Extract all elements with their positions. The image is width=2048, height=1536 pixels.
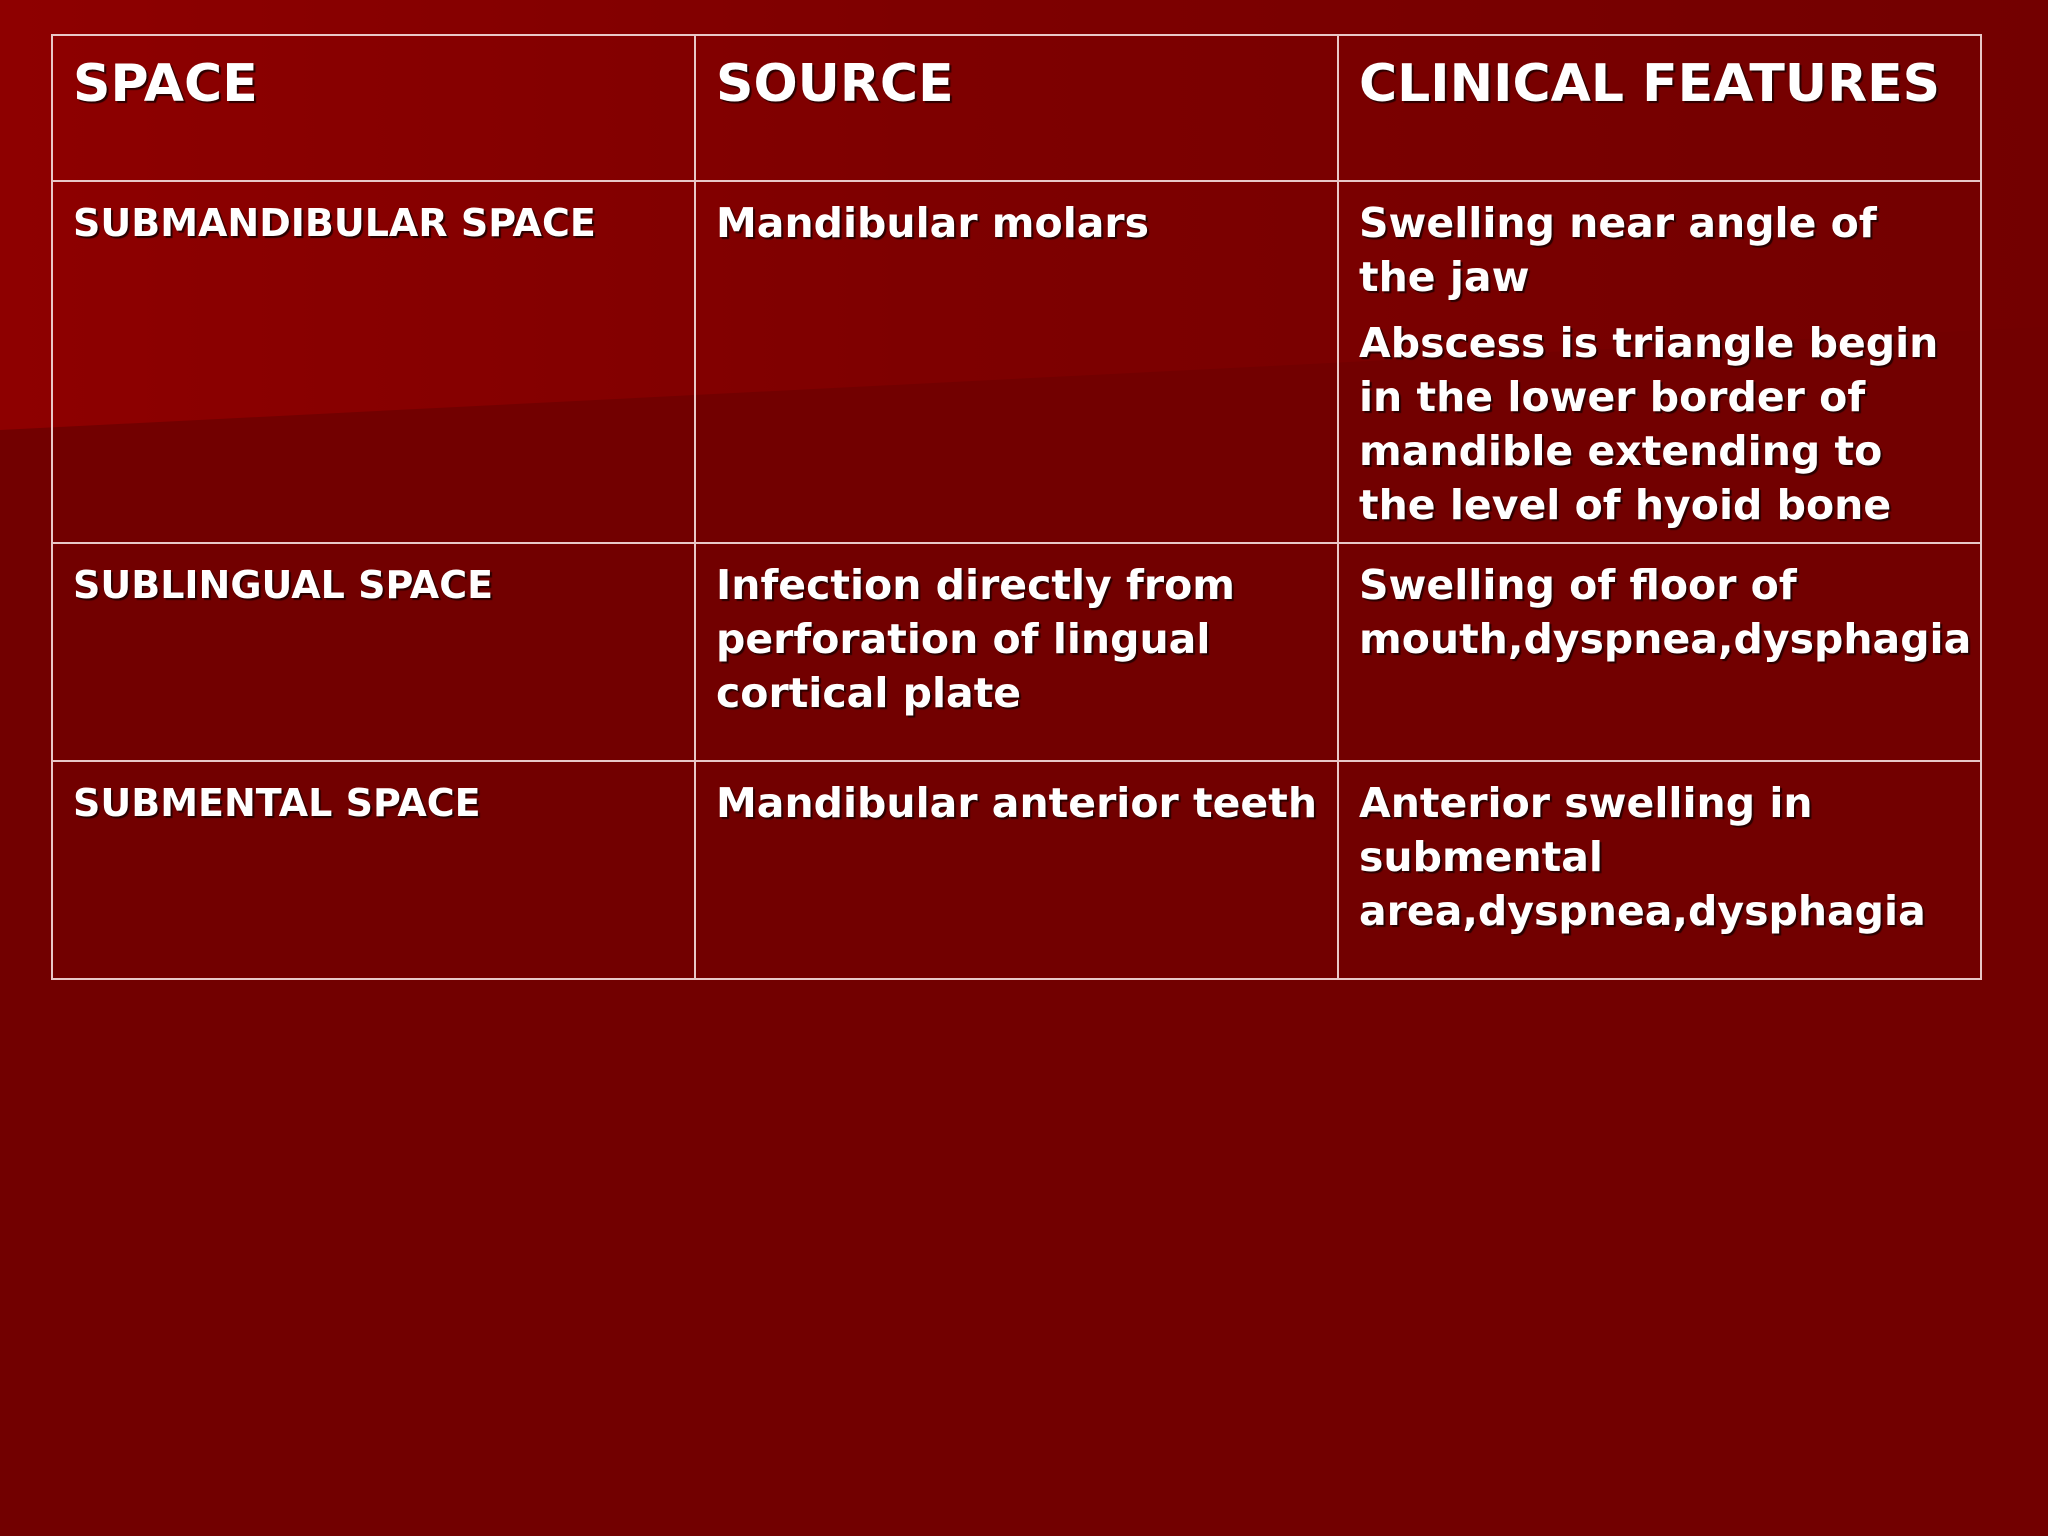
feature-text: Anterior swelling in submental area,dyspnea,dysphagia [1359,779,1926,935]
source-cell: Mandibular molars [695,181,1338,543]
table-row [52,761,1981,979]
space-cell: SUBMENTAL SPACE [52,761,695,979]
source-cell: Mandibular anterior teeth [695,761,1338,979]
header-source: SOURCE [695,35,1338,181]
space-cell: SUBMANDIBULAR SPACE [52,181,695,543]
features-cell [1338,543,1981,761]
features-cell [1338,181,1981,543]
feature-text: Swelling of floor of mouth,dyspnea,dysphagia [1359,561,1972,663]
table-header-row [52,35,1981,181]
table-row [52,543,1981,761]
features-cell [1338,761,1981,979]
header-space: SPACE [52,35,695,181]
space-infection-table [51,34,1982,980]
feature-text: Abscess is triangle begin in the lower border of mandible extending to the level of hyoid bone [1359,319,1939,529]
header-clinical-features: CLINICAL FEATURES [1338,35,1981,181]
source-cell: Infection directly from perforation of lingual cortical plate [695,543,1338,761]
table-row [52,181,1981,543]
space-cell: SUBLINGUAL SPACE [52,543,695,761]
feature-text: Swelling near angle of the jaw [1359,199,1877,301]
